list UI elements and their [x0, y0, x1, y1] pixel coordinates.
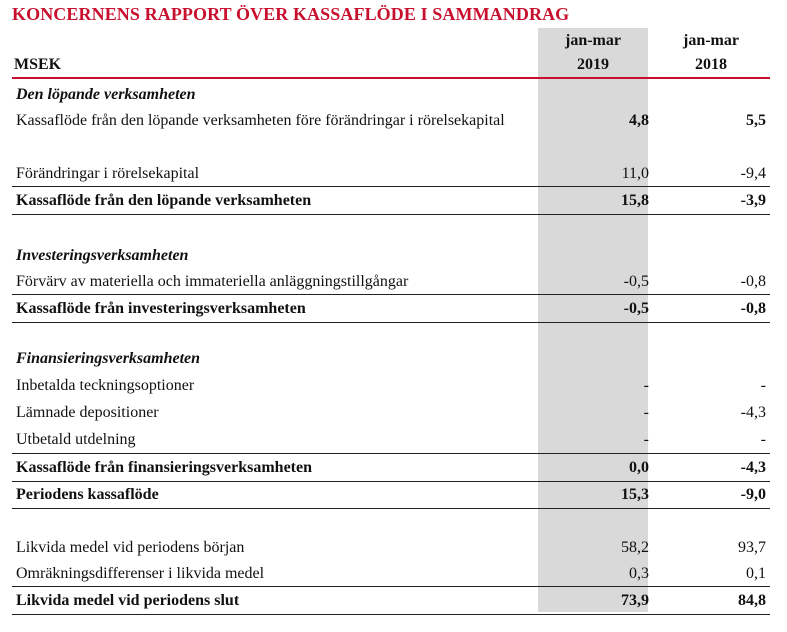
value-2019: 73,9 [621, 592, 649, 609]
value-2018: - [760, 377, 766, 394]
table-row [12, 107, 770, 161]
subtotal-row [12, 294, 770, 323]
value-2018: - [760, 431, 766, 448]
value-2018: -9,4 [740, 165, 766, 182]
table-row [12, 426, 770, 453]
value-2018: 5,5 [746, 112, 766, 129]
col-2019-header-year: 2019 [577, 56, 609, 73]
col-2018-header-line1: jan-mar [683, 32, 739, 49]
row-label: Kassaflöde från investeringsverksamheten [16, 300, 306, 317]
value-2018: -0,8 [740, 273, 766, 290]
value-2019: -0,5 [623, 300, 649, 317]
value-2019: - [643, 377, 649, 394]
value-2018: 0,1 [746, 565, 766, 582]
table-row [12, 372, 770, 399]
table-row [12, 268, 770, 295]
col-2018-header-year: 2018 [695, 56, 727, 73]
section-investing-heading [12, 242, 770, 269]
total-row [12, 586, 770, 615]
value-2019: 15,8 [621, 192, 649, 209]
row-label: Förvärv av materiella och immateriella anläggningstillgångar [16, 273, 409, 290]
row-label: Periodens kassaflöde [16, 486, 159, 503]
unit-label: MSEK [14, 56, 62, 73]
table-row [12, 560, 770, 587]
row-label: Investeringsverksamheten [16, 247, 189, 264]
row-label: Omräkningsdifferenser i likvida medel [16, 565, 265, 582]
value-2018: -9,0 [740, 486, 766, 503]
row-label: Utbetald utdelning [16, 431, 136, 448]
row-label: Finansieringsverksamheten [16, 350, 201, 367]
value-2018: 84,8 [738, 592, 766, 609]
section-financing-heading [12, 345, 770, 372]
value-2019: 4,8 [629, 112, 649, 129]
value-2019: - [643, 431, 649, 448]
value-2018: -4,3 [740, 404, 766, 421]
value-2019: 0,0 [629, 459, 649, 476]
header-divider [12, 77, 770, 79]
row-label: Den löpande verksamheten [16, 86, 196, 103]
col-2019-header-line1: jan-mar [565, 32, 621, 49]
value-2019: 58,2 [621, 539, 649, 556]
value-2018: -0,8 [740, 300, 766, 317]
value-2018: 93,7 [738, 539, 766, 556]
subtotal-row [12, 453, 770, 482]
row-label: Likvida medel vid periodens slut [16, 592, 240, 609]
row-label: Kassaflöde från den löpande verksamheten före förändringar i rörelsekapital [16, 112, 505, 129]
report-title: KONCERNENS RAPPORT ÖVER KASSAFLÖDE I SAMMANDRAG [12, 4, 570, 24]
table-row [12, 160, 770, 187]
row-label: Likvida medel vid periodens början [16, 539, 245, 556]
row-label: Kassaflöde från finansieringsverksamheten [16, 459, 312, 476]
row-label: Lämnade depositioner [16, 404, 159, 421]
value-2019: -0,5 [623, 273, 649, 290]
value-2018: -3,9 [740, 192, 766, 209]
value-2019: 11,0 [621, 165, 649, 182]
section-operating-heading [12, 81, 770, 108]
total-row [12, 481, 770, 509]
value-2019: - [643, 404, 649, 421]
table-row [12, 399, 770, 426]
value-2019: 0,3 [629, 565, 649, 582]
value-2019: 15,3 [621, 486, 649, 503]
subtotal-row [12, 186, 770, 215]
row-label: Kassaflöde från den löpande verksamheten [16, 192, 312, 209]
value-2018: -4,3 [740, 459, 766, 476]
row-label: Inbetalda teckningsoptioner [16, 377, 195, 394]
table-row [12, 534, 770, 561]
row-label: Förändringar i rörelsekapital [16, 165, 200, 182]
